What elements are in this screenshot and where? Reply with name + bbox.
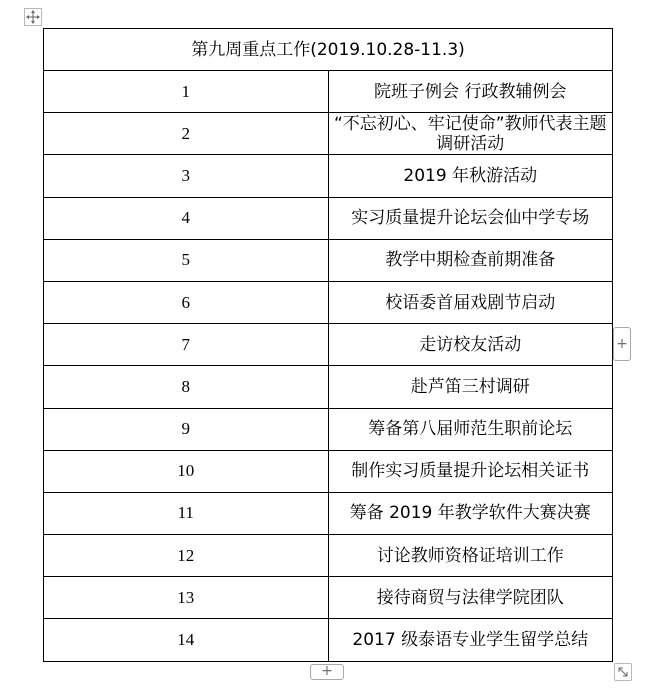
- task-cell[interactable]: 实习质量提升论坛会仙中学专场: [328, 197, 613, 239]
- row-number[interactable]: 14: [44, 619, 329, 661]
- table-row: [44, 197, 613, 239]
- row-number[interactable]: 8: [44, 366, 329, 408]
- task-cell[interactable]: 讨论教师资格证培训工作: [328, 535, 613, 577]
- task-cell[interactable]: 2017 级泰语专业学生留学总结: [328, 619, 613, 661]
- table-resize-handle[interactable]: [614, 663, 632, 681]
- row-number[interactable]: 6: [44, 281, 329, 323]
- diagonal-resize-icon: [615, 664, 631, 680]
- table-move-handle[interactable]: [24, 8, 42, 26]
- plus-icon: +: [321, 663, 333, 679]
- table-row: [44, 324, 613, 366]
- row-number[interactable]: 12: [44, 535, 329, 577]
- row-number[interactable]: 11: [44, 492, 329, 534]
- task-cell[interactable]: 接待商贸与法律学院团队: [328, 577, 613, 619]
- row-number[interactable]: 2: [44, 113, 329, 155]
- plus-icon: +: [616, 336, 628, 352]
- task-cell[interactable]: 赴芦笛三村调研: [328, 366, 613, 408]
- table-row: [44, 577, 613, 619]
- row-number[interactable]: 9: [44, 408, 329, 450]
- table-row: [44, 535, 613, 577]
- add-column-button[interactable]: [613, 327, 631, 361]
- task-cell[interactable]: 走访校友活动: [328, 324, 613, 366]
- table-row: [44, 450, 613, 492]
- weekly-tasks-table: [43, 28, 613, 662]
- task-cell[interactable]: 筹备 2019 年教学软件大赛决赛: [328, 492, 613, 534]
- task-cell[interactable]: 2019 年秋游活动: [328, 155, 613, 197]
- row-number[interactable]: 5: [44, 239, 329, 281]
- task-cell[interactable]: 教学中期检查前期准备: [328, 239, 613, 281]
- table-row: [44, 619, 613, 661]
- table-row: [44, 492, 613, 534]
- move-arrows-icon: [25, 9, 41, 25]
- row-number[interactable]: 13: [44, 577, 329, 619]
- row-number[interactable]: 1: [44, 71, 329, 113]
- table-title[interactable]: 第九周重点工作(2019.10.28-11.3): [44, 29, 613, 71]
- table-row: [44, 239, 613, 281]
- task-cell[interactable]: 院班子例会 行政教辅例会: [328, 71, 613, 113]
- row-number[interactable]: 7: [44, 324, 329, 366]
- row-number[interactable]: 3: [44, 155, 329, 197]
- add-row-button[interactable]: [310, 664, 344, 680]
- task-cell[interactable]: “不忘初心、牢记使命”教师代表主题调研活动: [328, 113, 613, 155]
- row-number[interactable]: 10: [44, 450, 329, 492]
- task-cell[interactable]: 筹备第八届师范生职前论坛: [328, 408, 613, 450]
- task-cell[interactable]: 制作实习质量提升论坛相关证书: [328, 450, 613, 492]
- table-row: [44, 155, 613, 197]
- task-cell[interactable]: 校语委首届戏剧节启动: [328, 281, 613, 323]
- table-title-row: [44, 29, 613, 71]
- row-number[interactable]: 4: [44, 197, 329, 239]
- table-row: [44, 281, 613, 323]
- table-row: [44, 113, 613, 155]
- table-row: [44, 71, 613, 113]
- table-row: [44, 366, 613, 408]
- table-row: [44, 408, 613, 450]
